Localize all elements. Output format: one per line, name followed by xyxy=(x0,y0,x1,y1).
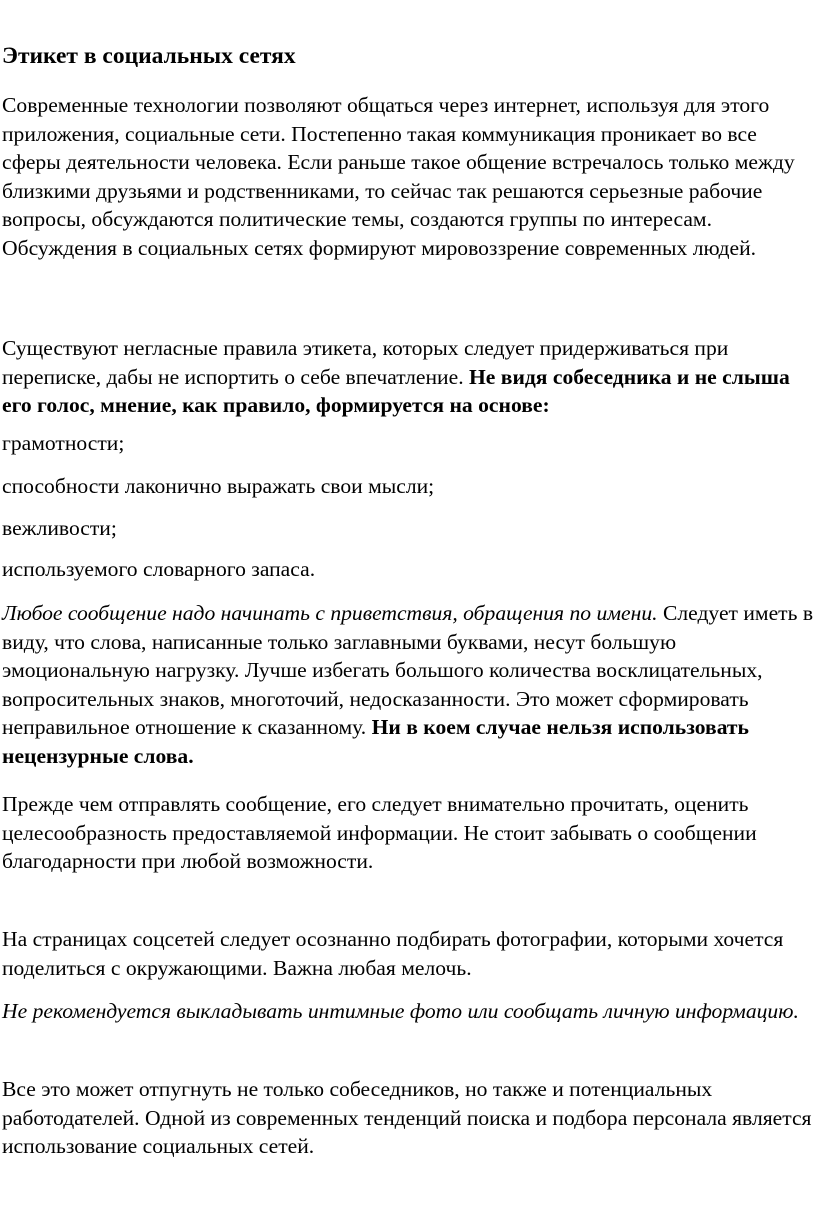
paragraph-rules-bold: Не видя собеседника и не слыша его голос, мнение, как правило, формируется на основе: xyxy=(2,364,790,417)
paragraph-greeting-italic: Любое сообщение надо начинать с приветствия, обращения по имени. xyxy=(2,601,658,625)
paragraph-greeting-text: Следует иметь в виду, что слова, написанные только заглавными буквами, несут большую эмоциональную нагрузку. Лучше избегать большого количества восклицательных, вопросительных знаков, многоточий, недосказанности. Это может сформировать неправильное отношение к сказанному. xyxy=(2,601,814,739)
paragraph-photos: На страницах соцсетей следует осознанно подбирать фотографии, которыми хочется поделиться с окружающими. Важна любая мелочь. xyxy=(2,927,784,980)
list-item: способности лаконично выражать свои мысли; xyxy=(2,474,435,498)
list-item: грамотности; xyxy=(2,431,125,455)
paragraph-rules xyxy=(2,334,814,420)
paragraph-privacy-italic: Не рекомендуется выкладывать интимные фото или сообщать личную информацию. xyxy=(2,999,799,1023)
paragraph-intro: Современные технологии позволяют общаться через интернет, используя для этого приложения, социальные сети. Постепенно такая коммуникация проникает во все сферы деятельности человека. Если раньше такое общение встречалось только между близкими друзьями и родственниками, то сейчас так решаются серьезные рабочие вопросы, обсуждаются политические темы, создаются группы по интересам. Обсуждения в социальных сетях формируют мировоззрение современных людей. xyxy=(2,93,795,260)
list-item: используемого словарного запаса. xyxy=(2,557,316,581)
page-title: Этикет в социальных сетях xyxy=(2,43,296,69)
list-item: вежливости; xyxy=(2,516,117,540)
paragraph-privacy xyxy=(2,997,814,1026)
paragraph-greeting-bold: Ни в коем случае нельзя использовать нецензурные слова. xyxy=(2,715,749,768)
paragraph-rules-text: Существуют негласные правила этикета, которых следует придерживаться при переписке, дабы не испортить о себе впечатление. xyxy=(2,336,729,389)
paragraph-greeting xyxy=(2,599,814,770)
paragraph-employers: Все это может отпугнуть не только собеседников, но также и потенциальных работодателей. Одной из современных тенденций поиска и подбора персонала является использование социальных сетей. xyxy=(2,1077,812,1158)
paragraph-before-sending: Прежде чем отправлять сообщение, его следует внимательно прочитать, оценить целесообразность предоставляемой информации. Не стоит забывать о сообщении благодарности при любой возможности. xyxy=(2,792,757,873)
